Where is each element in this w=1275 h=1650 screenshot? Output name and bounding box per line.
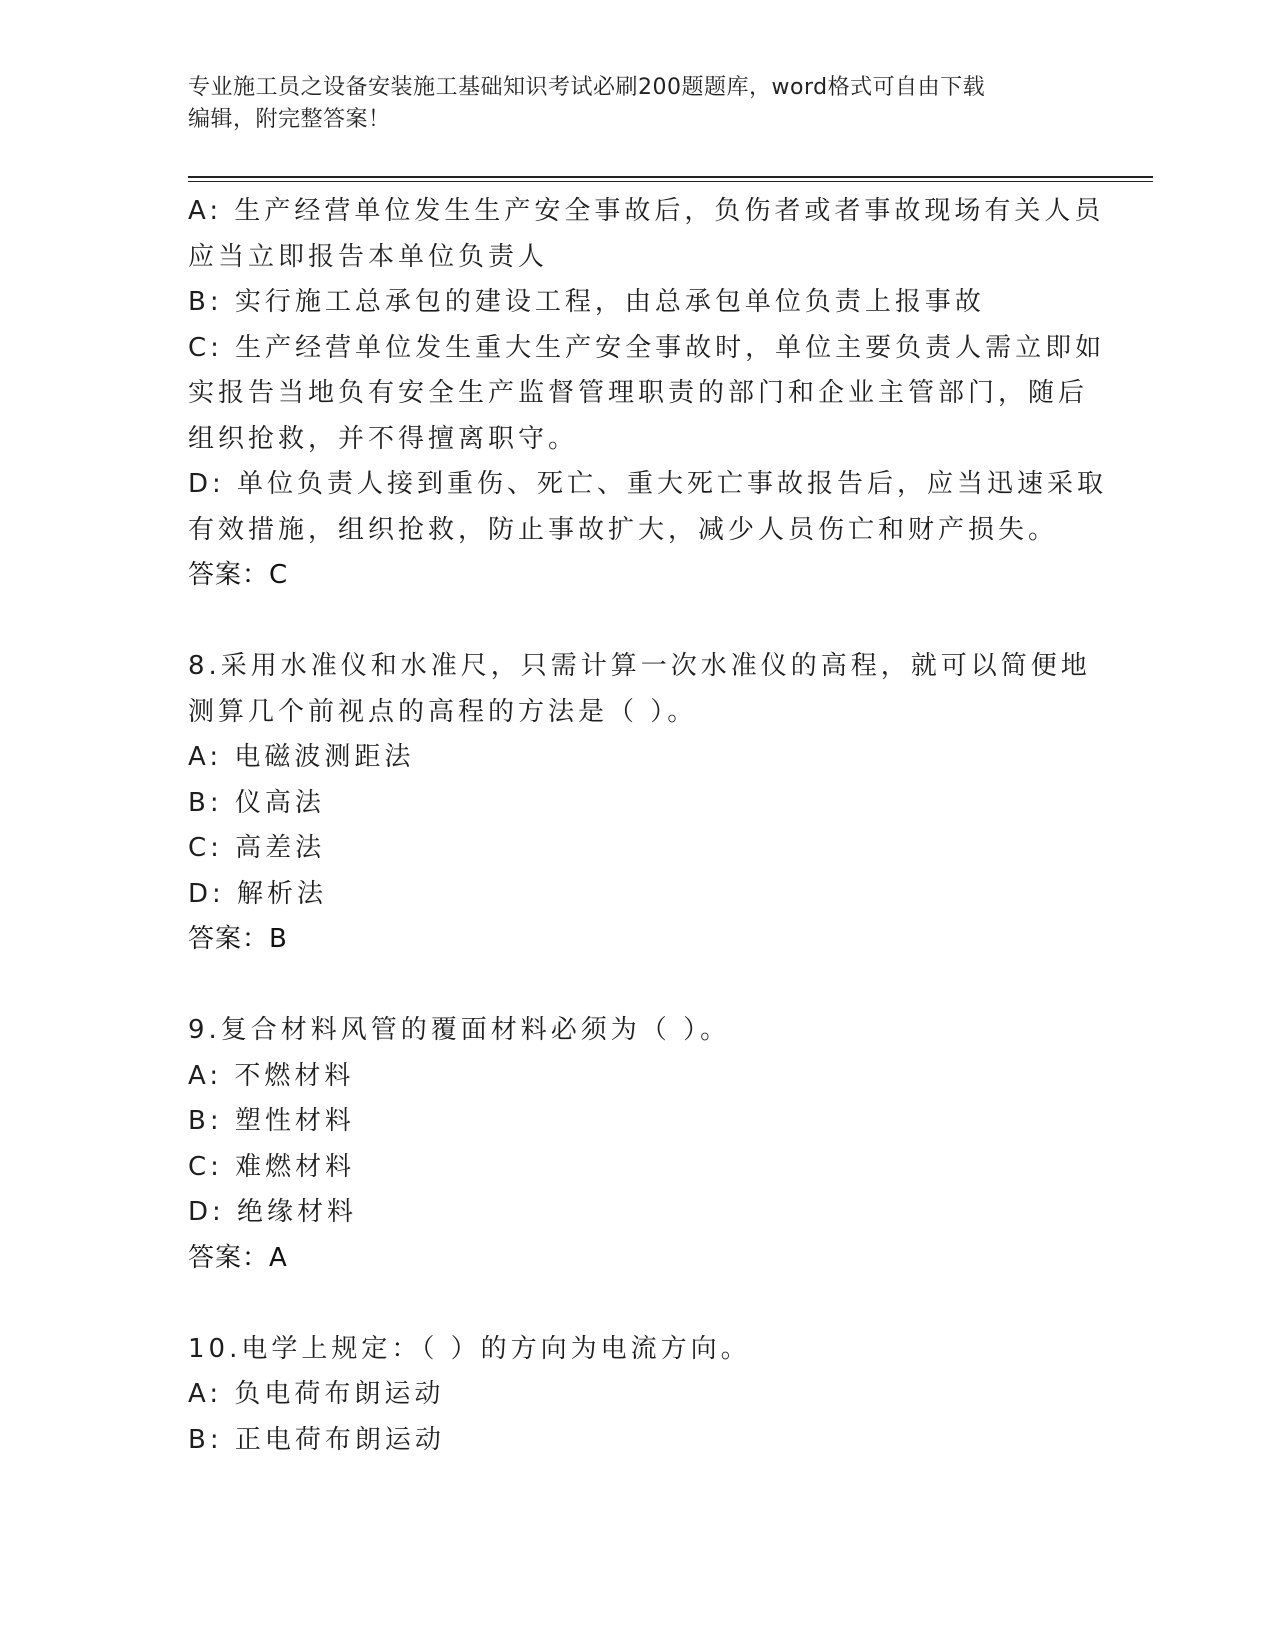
q7-option-d-line-2: 有效措施，组织抢救，防止事故扩大，减少人员伤亡和财产损失。 [188,514,1059,545]
q9-option-d: D: 绝缘材料 [188,1197,358,1227]
spacer [188,963,1088,1009]
q7-option-a-line-1: A: 生产经营单位发生生产安全事故后，负伤者或者事故现场有关人员 [188,196,1105,226]
q7-answer: 答案：C [188,560,289,590]
q8-stem-line-2: 测算几个前视点的高程的方法是（ ）。 [188,696,698,727]
q8-stem-line-1: 8.采用水准仪和水准尺，只需计算一次水准仪的高程，就可以简便地 [188,651,1091,681]
q8-option-c: C: 高差法 [188,833,326,863]
document-header [188,72,1088,136]
question-9-block [188,1008,1088,1281]
q10-option-b: B: 正电荷布朗运动 [188,1424,445,1455]
question-10-block [188,1327,1088,1464]
header-title-line-2: 编辑，附完整答案！ [188,107,391,132]
spacer [188,1281,1088,1327]
q9-answer: 答案：A [188,1242,288,1273]
q10-option-a: A: 负电荷布朗运动 [188,1379,445,1409]
q7-option-a-line-2: 应当立即报告本单位负责人 [188,241,549,272]
q7-option-c-line-3: 组织抢救，并不得擅离职守。 [188,423,579,454]
q8-option-a: A: 电磁波测距法 [188,742,415,772]
q9-option-b: B: 塑性材料 [188,1106,355,1136]
q9-stem: 9.复合材料风管的覆面材料必须为（ ）。 [188,1015,731,1045]
header-divider-thin [188,181,1153,182]
header-title-line-1: 专业施工员之设备安装施工基础知识考试必刷200题题库，word格式可自由下载 [188,75,986,100]
question-7-block [188,189,1108,599]
q7-option-c-line-2: 实报告当地负有安全生产监督管理职责的部门和企业主管部门，随后 [188,378,1089,408]
q8-answer: 答案：B [188,924,288,954]
header-divider-thick [188,176,1153,178]
question-8-block [188,644,1091,963]
q7-option-b: B: 实行施工总承包的建设工程，由总承包单位负责上报事故 [188,287,985,317]
spacer [188,599,1088,645]
question-content [188,189,1108,1463]
q8-option-d: D: 解析法 [188,878,328,909]
q7-option-c-line-1: C: 生产经营单位发生重大生产安全事故时，单位主要负责人需立即如 [188,332,1106,363]
q8-option-b: B: 仪高法 [188,787,325,818]
q10-stem: 10.电学上规定：（ ）的方向为电流方向。 [188,1333,751,1364]
q9-option-a: A: 不燃材料 [188,1060,355,1091]
q9-option-c: C: 难燃材料 [188,1151,356,1182]
q7-option-d-line-1: D: 单位负责人接到重伤、死亡、重大死亡事故报告后，应当迅速采取 [188,469,1108,499]
